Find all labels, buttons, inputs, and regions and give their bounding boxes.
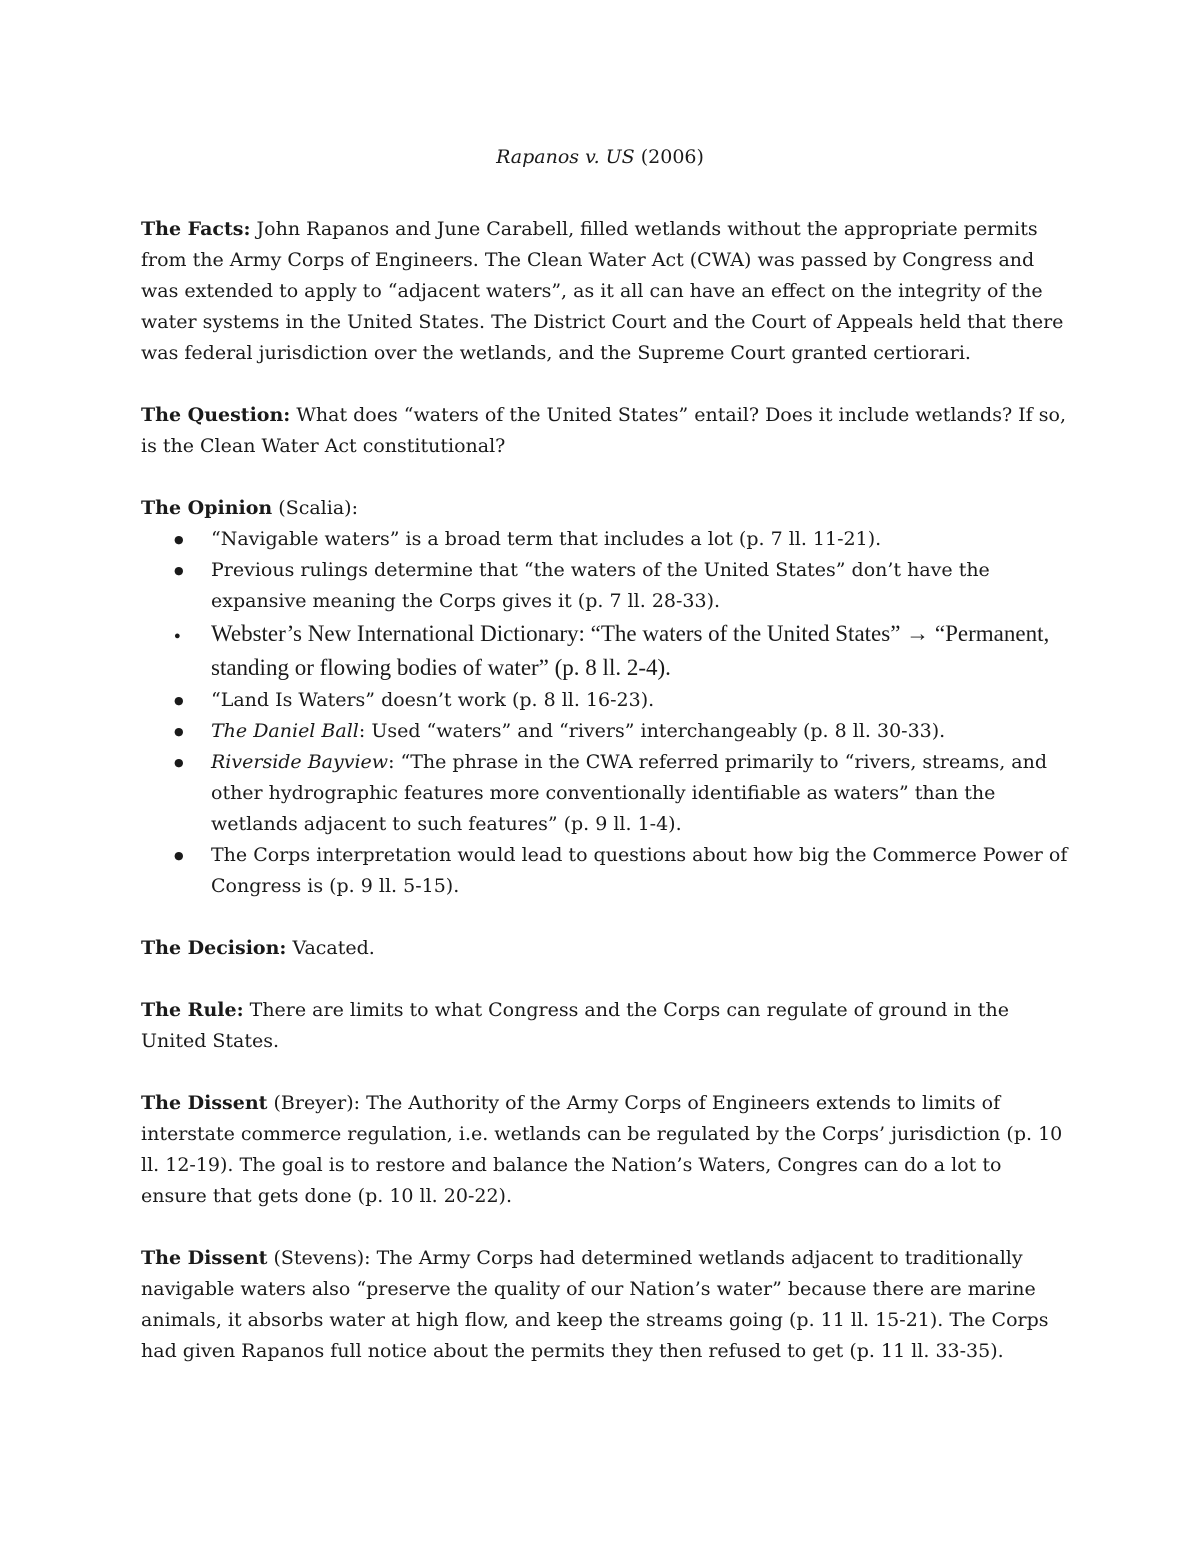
document-title [0,142,1200,173]
document-body [141,214,1071,1398]
case-reference: The Daniel Ball [211,720,359,742]
dissent-stevens-author: (Stevens): [273,1247,371,1269]
list-item: ● Riverside Bayview: “The phrase in the CWA referred primarily to “rivers, streams, and other hydrographic features more conventionally identifiable as waters” than the wetlands adjacent to such features” (p. 9 ll. 1-4). [141,747,1071,840]
facts-section [141,214,1071,369]
list-item: ● “Navigable waters” is a broad term that includes a lot (p. 7 ll. 11-21). [141,524,1071,555]
dissent-breyer-author: (Breyer): [273,1092,361,1114]
case-reference: Riverside Bayview [211,751,389,773]
opinion-header [141,493,1071,524]
case-year: (2006) [640,146,704,168]
question-text: What does “waters of the United States” entail? Does it include wetlands? If so, is the Clean Water Act constitutional? [141,404,1066,457]
rule-heading: The Rule: [141,999,244,1021]
dissent-stevens-text: The Army Corps had determined wetlands adjacent to traditionally navigable waters also “preserve the quality of our Nation’s water” because there are marine animals, it absorbs water at high flow, and keep the streams going (p. 11 ll. 15-21). The Corps had given Rapanos full notice about the permits they then refused to get (p. 11 ll. 33-35). [141,1247,1049,1362]
facts-heading: The Facts: [141,218,251,240]
opinion-author: (Scalia): [278,497,358,519]
rule-section [141,995,1071,1057]
dissent-breyer-section [141,1088,1071,1212]
list-item: ● Previous rulings determine that “the waters of the United States” don’t have the expansive meaning the Corps gives it (p. 7 ll. 28-33). [141,555,1071,617]
rule-text: There are limits to what Congress and the Corps can regulate of ground in the United States. [141,999,1009,1052]
list-item: ● The Daniel Ball: Used “waters” and “rivers” interchangeably (p. 8 ll. 30-33). [141,716,1071,747]
case-name: Rapanos v. US [496,146,635,168]
opinion-bullet-list [141,524,1071,902]
question-heading: The Question: [141,404,291,426]
list-item: ● Webster’s New International Dictionary: “The waters of the United States” → “Permanent, standing or flowing bodies of water” (p. 8 ll. 2-4). [141,617,1071,685]
list-item: ● The Corps interpretation would lead to questions about how big the Commerce Power of Congress is (p. 9 ll. 5-15). [141,840,1071,902]
dissent-breyer-text: The Authority of the Army Corps of Engineers extends to limits of interstate commerce regulation, i.e. wetlands can be regulated by the Corps’ jurisdiction (p. 10 ll. 12-19). The goal is to restore and balance the Nation’s Waters, Congres can do a lot to ensure that gets done (p. 10 ll. 20-22). [141,1092,1063,1207]
decision-heading: The Decision: [141,937,287,959]
dissent-breyer-heading: The Dissent [141,1092,268,1114]
list-item: ● “Land Is Waters” doesn’t work (p. 8 ll. 16-23). [141,685,1071,716]
decision-section [141,933,1071,964]
dissent-stevens-heading: The Dissent [141,1247,268,1269]
decision-text: Vacated. [292,937,375,959]
opinion-heading: The Opinion [141,497,273,519]
dissent-stevens-section [141,1243,1071,1367]
facts-text: John Rapanos and June Carabell, filled wetlands without the appropriate permits from the Army Corps of Engineers. The Clean Water Act (CWA) was passed by Congress and was extended to apply to “adjacent waters”, as it all can have an effect on the integrity of the water systems in the United States. The District Court and the Court of Appeals held that there was federal jurisdiction over the wetlands, and the Supreme Court granted certiorari. [141,218,1064,364]
question-section [141,400,1071,462]
